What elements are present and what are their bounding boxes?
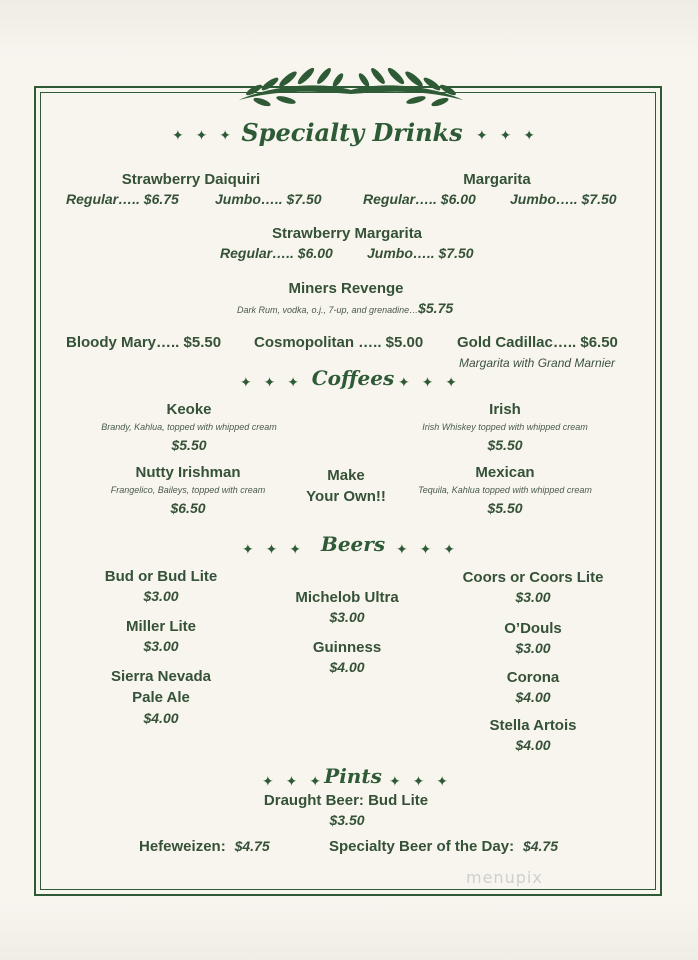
specialty-beer-line: [329, 838, 558, 856]
section-title-pints: Pints: [324, 764, 382, 788]
ornament-left-icon: ✦ ✦ ✦: [240, 374, 303, 390]
item-stella-artois: Stella Artois: [489, 717, 577, 734]
laurel-ornament-icon: [234, 66, 468, 108]
specialty-beer-label: Specialty Beer of the Day:: [329, 838, 515, 855]
watermark: menupix: [466, 868, 543, 887]
hefeweizen-line: [139, 838, 270, 856]
item-michelob-ultra: Michelob Ultra: [295, 589, 399, 606]
item-margarita: Margarita: [463, 171, 531, 188]
item-sierra-nevada-line2: Pale Ale: [132, 689, 190, 706]
miners-revenge-price: $5.75: [418, 300, 454, 316]
item-gold-cadillac: Gold Cadillac….. $6.50: [457, 334, 618, 351]
ornament-left-icon: ✦ ✦ ✦: [242, 541, 305, 557]
mexican-price: $5.50: [487, 500, 523, 516]
specialty-beer-price: $4.75: [522, 838, 558, 854]
miller-lite-price: $3.00: [143, 638, 179, 654]
bud-price: $3.00: [143, 588, 179, 604]
sierra-nevada-price: $4.00: [143, 710, 179, 726]
item-odouls: O’Douls: [504, 620, 562, 637]
guinness-price: $4.00: [329, 659, 365, 675]
item-draught-beer: Draught Beer: Bud Lite: [263, 792, 429, 809]
item-coors: Coors or Coors Lite: [462, 569, 604, 586]
item-mexican: Mexican: [475, 464, 535, 481]
ornament-left-icon: ✦ ✦ ✦: [262, 773, 325, 789]
section-title-specialty: Specialty Drinks: [241, 118, 463, 147]
coors-price: $3.00: [515, 589, 551, 605]
item-irish: Irish: [489, 401, 521, 418]
item-guinness: Guinness: [312, 639, 382, 656]
price-daiquiri-regular: Regular….. $6.75: [66, 191, 179, 207]
miners-revenge-desc: Dark Rum, vodka, o.j., 7-up, and grenadine…: [237, 305, 419, 315]
item-bud: Bud or Bud Lite: [104, 568, 218, 585]
section-title-coffees: Coffees: [311, 366, 395, 390]
stella-artois-price: $4.00: [515, 737, 551, 753]
nutty-irishman-desc: Frangelico, Baileys, topped with cream: [110, 485, 266, 495]
hefeweizen-label: Hefeweizen:: [139, 838, 226, 855]
ornament-right-icon: ✦ ✦ ✦: [389, 773, 452, 789]
item-strawberry-margarita: Strawberry Margarita: [271, 225, 423, 242]
item-miners-revenge: Miners Revenge: [288, 280, 404, 297]
item-strawberry-daiquiri: Strawberry Daiquiri: [121, 171, 261, 188]
miners-revenge-line: [237, 300, 453, 318]
price-strawberry-margarita-regular: Regular….. $6.00: [220, 245, 333, 261]
make-your-own-line1: Make: [327, 467, 365, 484]
ornament-right-icon: ✦ ✦ ✦: [396, 541, 459, 557]
keoke-desc: Brandy, Kahlua, topped with whipped cream: [101, 422, 277, 432]
item-corona: Corona: [506, 669, 560, 686]
item-bloody-mary: Bloody Mary….. $5.50: [66, 334, 222, 351]
price-margarita-regular: Regular….. $6.00: [363, 191, 476, 207]
item-cosmopolitan: Cosmopolitan ….. $5.00: [254, 334, 424, 351]
price-margarita-jumbo: Jumbo….. $7.50: [510, 191, 617, 207]
corona-price: $4.00: [515, 689, 551, 705]
price-strawberry-margarita-jumbo: Jumbo….. $7.50: [367, 245, 474, 261]
section-title-beers: Beers: [320, 532, 386, 556]
keoke-price: $5.50: [171, 437, 207, 453]
ornament-right-icon: ✦ ✦ ✦: [476, 127, 539, 143]
ornament-right-icon: ✦ ✦ ✦: [398, 374, 461, 390]
odouls-price: $3.00: [515, 640, 551, 656]
item-keoke: Keoke: [166, 401, 212, 418]
irish-desc: Irish Whiskey topped with whipped cream: [422, 422, 588, 432]
gold-cadillac-desc: Margarita with Grand Marnier: [459, 356, 616, 370]
mexican-desc: Tequila, Kahlua topped with whipped cream: [418, 485, 592, 495]
item-miller-lite: Miller Lite: [125, 618, 197, 635]
price-daiquiri-jumbo: Jumbo….. $7.50: [215, 191, 322, 207]
ornament-left-icon: ✦ ✦ ✦: [172, 127, 235, 143]
michelob-ultra-price: $3.00: [329, 609, 365, 625]
hefeweizen-price: $4.75: [234, 838, 270, 854]
make-your-own-line2: Your Own!!: [306, 488, 386, 505]
item-nutty-irishman: Nutty Irishman: [135, 464, 241, 481]
nutty-irishman-price: $6.50: [170, 500, 206, 516]
irish-price: $5.50: [487, 437, 523, 453]
item-sierra-nevada-line1: Sierra Nevada: [110, 668, 212, 685]
draught-beer-price: $3.50: [329, 812, 365, 828]
